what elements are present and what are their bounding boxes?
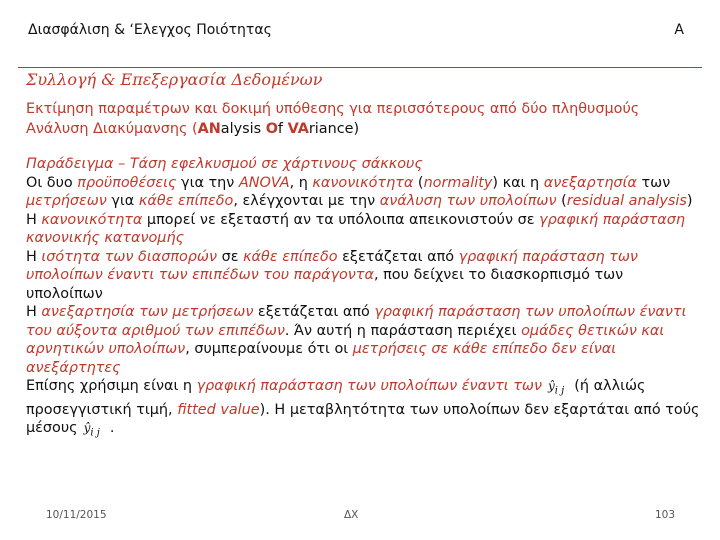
paragraph-equal-variance: Η ισότητα των διασπορών σε κάθε επίπεδο εξετάζεται από γραφική παράσταση των υπολοίπων έναντι των επιπέδων του παράγοντα, που δείχνει το διασκορπισμό των υπολοίπων bbox=[26, 248, 638, 302]
footer-date: 10/11/2015 bbox=[46, 509, 107, 521]
section-title: Συλλογή & Επεξεργασία Δεδομένων bbox=[26, 70, 323, 89]
fitted-value-symbol: $ŷ_{i j}$ bbox=[548, 379, 565, 397]
header-letter: A bbox=[674, 22, 684, 38]
subtitle-line-1: Εκτίμηση παραμέτρων και δοκιμή υπόθεσης για περισσότερους από δύο πληθυσμούς bbox=[26, 101, 640, 117]
footer-author: ΔΧ bbox=[344, 509, 359, 521]
paragraph-normality: Η κανονικότητα μπορεί νε εξεταστή αν τα υπόλοιπα απεικονιστούν σε γραφική παράσταση κανονικής κατανομής bbox=[26, 211, 686, 246]
page-number: 103 bbox=[655, 509, 676, 521]
fitted-value-symbol-2: $ŷ_{i j}$ bbox=[83, 421, 100, 439]
paragraph-fitted-values: Επίσης χρήσιμη είναι η γραφική παράσταση των υπολοίπων έναντι των $ŷ_{i j}$ (ή αλλιώς προσεγγιστική τιμή, fitted value). Η μεταβλητότητα των υπολοίπων δεν εξαρτάται από τούς μέσους $ŷ_{i j}$ . bbox=[26, 378, 700, 439]
slide-subtitle bbox=[26, 99, 700, 139]
subtitle-line-2: Ανάλυση Διακύμανσης (ANalysis Of VAriance) bbox=[26, 121, 360, 137]
paragraph-independence: Η ανεξαρτησία των μετρήσεων εξετάζεται από γραφική παράσταση των υπολοίπων έναντι του αύξοντα αριθμού των επιπέδων. Άν αυτή η παράσταση περιέχει ομάδες θετικών και αρνητικών υπολοίπων, συμπεραίνουμε ότι οι μετρήσεις σε κάθε επίπεδο δεν είναι ανεξάρτητες bbox=[26, 304, 687, 376]
paragraph-assumptions: Οι δυο προϋποθέσεις για την ANOVA, η κανονικότητα (normality) και η ανεξαρτησία των μετρήσεων για κάθε επίπεδο, ελέγχονται με την ανάλυση των υπολοίπων (residual analysis) bbox=[26, 174, 693, 209]
slide-body bbox=[26, 155, 700, 443]
course-title: Διασφάλιση & ‘Ελεγχος Ποιότητας bbox=[28, 22, 272, 38]
header-divider bbox=[18, 67, 702, 68]
example-heading: Παράδειγμα – Τάση εφελκυσμού σε χάρτινους σάκκους bbox=[26, 156, 423, 172]
